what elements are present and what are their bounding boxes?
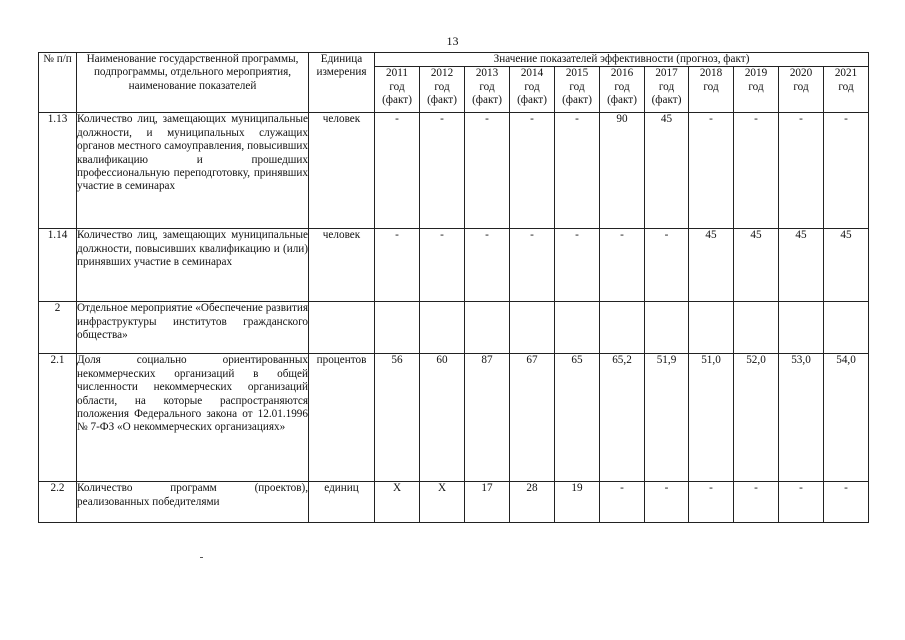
row-value-2014: - <box>510 229 555 302</box>
header-year-2021 <box>824 67 869 113</box>
year-label: 2013 <box>475 67 499 80</box>
year-word: год <box>524 80 540 93</box>
year-word: год <box>658 80 675 93</box>
year-note: (факт) <box>427 94 457 107</box>
row-unit: процентов <box>309 354 375 482</box>
row-num: 1.14 <box>39 229 77 302</box>
row-value-2020: 45 <box>779 229 824 302</box>
row-value-2015: 65 <box>555 354 600 482</box>
row-value-2017: - <box>645 229 689 302</box>
row-unit: человек <box>309 113 375 229</box>
year-label: 2014 <box>520 67 544 80</box>
row-name: Количество лиц, замещающих муниципальные должности, повысивших квалификацию и (или) принявших участие в семинарах <box>77 229 309 302</box>
year-word: год <box>748 80 764 93</box>
row-value-2014: 28 <box>510 482 555 523</box>
header-year-2011 <box>375 67 420 113</box>
row-value-2011: 56 <box>375 354 420 482</box>
row-name: Доля социально ориентированных некоммерческих организаций в общей численности некоммерческих организаций области, на которые распространяются положения Федерального закона от 12.01.1996 № 7-ФЗ «О некоммерческих организациях» <box>77 354 309 482</box>
row-value-2017: 45 <box>645 113 689 229</box>
row-value-2016: - <box>600 482 645 523</box>
row-value-2012: 60 <box>420 354 465 482</box>
year-note: (факт) <box>562 94 592 107</box>
year-note: (факт) <box>607 94 637 107</box>
row-value-2013 <box>465 302 510 354</box>
year-label: 2011 <box>386 67 408 80</box>
row-value-2018: 51,0 <box>689 354 734 482</box>
row-value-2013: 87 <box>465 354 510 482</box>
row-value-2015: - <box>555 229 600 302</box>
row-value-2018: - <box>689 113 734 229</box>
row-value-2021 <box>824 302 869 354</box>
year-word: год <box>434 80 450 93</box>
year-word: год <box>614 80 630 93</box>
table-row <box>39 229 869 302</box>
header-name: Наименование государственной программы, подпрограммы, отдельного мероприятия, наименование показателей <box>77 53 309 113</box>
header-year-2014 <box>510 67 555 113</box>
year-note: (факт) <box>517 94 547 107</box>
row-name: Отдельное мероприятие «Обеспечение развития инфраструктуры институтов гражданского общества» <box>77 302 309 354</box>
row-value-2017 <box>645 302 689 354</box>
row-num: 2.1 <box>39 354 77 482</box>
year-word: год <box>793 80 809 93</box>
year-label: 2012 <box>430 67 454 80</box>
table-row <box>39 482 869 523</box>
row-value-2013: - <box>465 113 510 229</box>
year-label: 2017 <box>655 67 678 80</box>
page-number: 13 <box>446 34 459 48</box>
header-num: № п/п <box>39 53 77 113</box>
row-value-2021: 54,0 <box>824 354 869 482</box>
row-value-2011: - <box>375 113 420 229</box>
year-word: год <box>479 80 495 93</box>
table-row <box>39 302 869 354</box>
header-year-2017 <box>645 67 689 113</box>
row-value-2018 <box>689 302 734 354</box>
year-label: 2015 <box>565 67 589 80</box>
row-value-2012: X <box>420 482 465 523</box>
row-unit <box>309 302 375 354</box>
row-value-2020: 53,0 <box>779 354 824 482</box>
year-note: (факт) <box>472 94 502 107</box>
table-row <box>39 354 869 482</box>
row-value-2019: - <box>734 482 779 523</box>
row-value-2017: - <box>645 482 689 523</box>
header-row-1 <box>39 53 869 67</box>
scan-speck <box>200 557 203 558</box>
row-value-2016 <box>600 302 645 354</box>
row-value-2011 <box>375 302 420 354</box>
year-word: год <box>389 80 405 93</box>
row-value-2011: X <box>375 482 420 523</box>
year-note: (факт) <box>651 94 682 107</box>
row-name: Количество программ (проектов), реализованных победителями <box>77 482 309 523</box>
year-label: 2020 <box>789 67 813 80</box>
row-value-2013: - <box>465 229 510 302</box>
row-value-2013: 17 <box>465 482 510 523</box>
row-name: Количество лиц, замещающих муниципальные должности, и муниципальных служащих органов местного самоуправления, повысивших квалификацию и прошедших профессиональную переподготовку, принявших участие в семинарах <box>77 113 309 229</box>
row-value-2020: - <box>779 113 824 229</box>
header-year-2020 <box>779 67 824 113</box>
header-year-2015 <box>555 67 600 113</box>
row-num: 2.2 <box>39 482 77 523</box>
header-year-2016 <box>600 67 645 113</box>
row-value-2018: 45 <box>689 229 734 302</box>
row-value-2019: 45 <box>734 229 779 302</box>
row-value-2018: - <box>689 482 734 523</box>
indicators-table <box>38 52 869 523</box>
header-year-2018 <box>689 67 734 113</box>
row-value-2012 <box>420 302 465 354</box>
year-word: год <box>703 80 719 93</box>
row-value-2014: - <box>510 113 555 229</box>
year-label: 2018 <box>699 67 723 80</box>
row-num: 2 <box>39 302 77 354</box>
row-value-2015: 19 <box>555 482 600 523</box>
row-value-2012: - <box>420 113 465 229</box>
row-value-2020 <box>779 302 824 354</box>
row-value-2015 <box>555 302 600 354</box>
row-value-2019: - <box>734 113 779 229</box>
row-value-2014 <box>510 302 555 354</box>
row-value-2017: 51,9 <box>645 354 689 482</box>
row-value-2019 <box>734 302 779 354</box>
row-value-2016: 90 <box>600 113 645 229</box>
year-note: (факт) <box>382 94 412 107</box>
header-year-2019 <box>734 67 779 113</box>
year-label: 2021 <box>834 67 858 80</box>
row-value-2014: 67 <box>510 354 555 482</box>
year-word: год <box>838 80 854 93</box>
header-values: Значение показателей эффективности (прогноз, факт) <box>375 53 869 67</box>
header-year-2013 <box>465 67 510 113</box>
row-value-2011: - <box>375 229 420 302</box>
row-value-2015: - <box>555 113 600 229</box>
year-label: 2016 <box>610 67 634 80</box>
table-row <box>39 113 869 229</box>
year-word: год <box>569 80 585 93</box>
row-value-2021: - <box>824 113 869 229</box>
year-label: 2019 <box>744 67 768 80</box>
row-value-2012: - <box>420 229 465 302</box>
row-value-2021: - <box>824 482 869 523</box>
row-value-2016: 65,2 <box>600 354 645 482</box>
row-value-2020: - <box>779 482 824 523</box>
row-num: 1.13 <box>39 113 77 229</box>
row-value-2016: - <box>600 229 645 302</box>
header-year-2012 <box>420 67 465 113</box>
row-value-2019: 52,0 <box>734 354 779 482</box>
row-value-2021: 45 <box>824 229 869 302</box>
row-unit: единиц <box>309 482 375 523</box>
row-unit: человек <box>309 229 375 302</box>
header-unit: Единица измерения <box>309 53 375 113</box>
